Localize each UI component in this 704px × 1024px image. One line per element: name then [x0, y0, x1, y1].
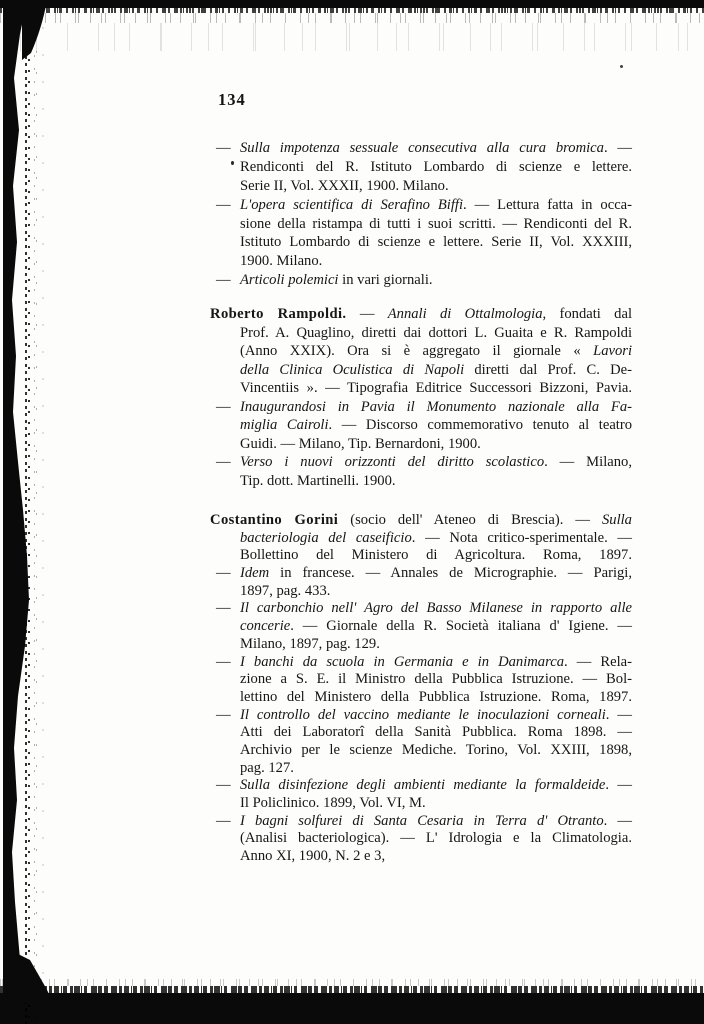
bibliography-entry: [216, 565, 632, 600]
entry-text: diretti dal Prof. C. De-: [464, 361, 632, 378]
bottom-scan-speckle: [0, 986, 704, 993]
bottom-scan-speckle-sparse: [0, 979, 704, 986]
entry-text: (socio dell' Ateneo di Brescia). —: [338, 512, 602, 528]
top-scan-bar: [0, 0, 704, 8]
bibliography-line: [216, 706, 633, 725]
work-title: Sulla disinfezione degli ambienti mediante la formaldeide: [240, 777, 606, 794]
work-title: Inaugurandosi in Pavia il Monumento nazionale alla Fa-: [240, 398, 632, 415]
entry-text: Serie II, Vol. XXXII, 1900. Milano.: [240, 177, 449, 194]
entry-dash-marker: —: [216, 196, 231, 213]
author-name: Roberto Rampoldi.: [210, 306, 347, 322]
bibliography-line: [240, 215, 632, 234]
work-title: I banchi da scuola in Germania e in Danimarca: [240, 653, 565, 670]
bibliography-line: [240, 618, 632, 636]
bibliography-line: [216, 777, 633, 795]
work-title: I bagni solfurei di Santa Cesaria in Terra d' Otranto: [240, 812, 604, 829]
bibliography-line: [216, 453, 632, 472]
author-name: Costantino Gorini: [210, 512, 339, 528]
left-dotted-column-faint: [42, 0, 44, 1024]
entry-text: (Analisi bacteriologica). — L' Idrologia e la Climatologia.: [240, 830, 632, 847]
bibliography-line: [240, 416, 632, 435]
bibliography-entry: [216, 196, 633, 272]
entry-dash-marker: —: [216, 653, 231, 670]
work-title: Sulla impotenza sessuale consecutiva alla cura bromica: [240, 140, 604, 156]
bibliography-line: [240, 583, 632, 601]
work-title: Sulla: [601, 512, 632, 528]
bibliography-line: [210, 512, 632, 530]
entry-text: 1897, pag. 433.: [240, 582, 331, 599]
entry-text: . —: [603, 812, 633, 829]
entry-text: , fondati dal: [542, 306, 632, 322]
entry-text: . —: [605, 706, 633, 723]
bibliography-line: [240, 689, 632, 707]
bibliography-line: [240, 342, 632, 361]
bibliography-line: [240, 530, 632, 548]
work-title: Lavori: [593, 343, 632, 359]
bibliography-line: [240, 742, 632, 760]
bibliography-line: [240, 795, 632, 813]
bibliography-line: [240, 472, 632, 491]
entry-text: . — Nota critico-sperimentale. —: [411, 529, 633, 546]
entry-dash-marker: —: [216, 706, 231, 723]
entry-text: —: [346, 306, 388, 322]
entry-text: zione a S. E. il Ministro della Pubblica Istruzione. — Bol-: [240, 671, 632, 688]
page-number: 134: [218, 90, 246, 109]
bibliography-line: [240, 233, 632, 252]
bibliography-section: [210, 305, 633, 490]
bibliography-entry: [216, 139, 633, 196]
work-title: bacteriologia del caseificio: [240, 529, 412, 546]
entry-text: . — Milano,: [544, 454, 632, 470]
work-title: L'opera scientifica di Serafino Biffi: [240, 196, 464, 213]
entry-text: Guidi. — Milano, Tip. Bernardoni, 1900.: [240, 435, 481, 452]
entry-text: pag. 127.: [240, 759, 294, 776]
bibliography-entry: [216, 453, 632, 490]
bibliography-line: [240, 724, 632, 742]
bibliography-line: [216, 139, 633, 158]
left-dotted-column-sparse: [34, 0, 37, 1024]
work-title: concerie: [240, 618, 291, 635]
top-scan-speckle-faint: [0, 23, 704, 51]
bibliography-line: [240, 379, 632, 398]
entry-text: in vari giornali.: [338, 272, 433, 289]
bibliography-line: [240, 547, 632, 565]
bibliography-section: [210, 512, 633, 866]
entry-dash-marker: —: [216, 565, 231, 582]
bibliography-line: [240, 324, 632, 343]
bibliography-line: [240, 177, 632, 196]
entry-text: . — Discorso commemorativo tenuto al teatro: [328, 417, 633, 433]
bibliography-line: [216, 196, 633, 215]
bibliography-entry: [210, 512, 633, 565]
bibliography-entry: [216, 777, 633, 812]
entry-text: Prof. A. Quaglino, diretti dai dottori L. Guaita e R. Rampoldi: [240, 324, 632, 341]
bibliography-entry: [216, 706, 633, 778]
bibliography-line: [240, 435, 632, 454]
margin-speck: [231, 161, 234, 165]
entry-text: Tip. dott. Martinelli. 1900.: [240, 472, 396, 489]
entry-text: Istituto Lombardo di scienze e lettere. Serie II, Vol. XXXIII,: [240, 234, 632, 251]
bibliography-entry: [216, 600, 632, 653]
bibliography-line: [216, 565, 632, 583]
bibliography-line: [240, 760, 632, 778]
bibliography-line: [216, 271, 632, 290]
upper-speck: [620, 65, 623, 68]
bibliography-entry: [216, 398, 633, 454]
bibliography-section: [216, 139, 633, 290]
bibliography-line: [216, 600, 632, 618]
work-title: Idem: [240, 565, 270, 582]
entry-text: . — Lettura fatta in occa-: [463, 196, 633, 213]
entry-text: lettino del Ministero della Pubblica Istruzione. Roma, 1897.: [240, 688, 632, 705]
bottom-left-corner-blob: [8, 950, 52, 1005]
bibliography-line: [216, 653, 632, 672]
entry-dash-marker: —: [216, 398, 231, 415]
entry-dash-marker: —: [216, 812, 231, 829]
bibliography-entry: [216, 653, 632, 707]
bibliography-entry: [210, 305, 632, 398]
entry-text: . —: [605, 777, 633, 794]
work-title: Articoli polemici: [240, 272, 339, 289]
entry-text: . — Giornale della R. Società italiana d' Igiene. —: [290, 618, 632, 635]
entry-dash-marker: —: [216, 272, 231, 289]
entry-text: Vincentiis ». — Tipografia Editrice Successori Bizzoni, Pavia.: [240, 380, 632, 396]
work-title: miglia Cairoli: [240, 417, 329, 433]
top-scan-speckle-sparse: [0, 13, 704, 23]
bibliography-line: [240, 830, 632, 848]
work-title: Annali di Ottalmologia: [387, 306, 543, 322]
work-title: Il carbonchio nell' Agro del Basso Milanese in rapporto alle: [240, 600, 632, 617]
bibliography-line: [216, 812, 633, 831]
bibliography-line: [216, 398, 632, 417]
entry-text: sione della ristampa di tutti i suoi scritti. — Rendiconti del R.: [240, 215, 632, 232]
entry-text: 1900. Milano.: [240, 253, 323, 270]
work-title: della Clinica Oculistica di Napoli: [240, 361, 465, 378]
work-title: Verso i nuovi orizzonti del diritto scolastico: [240, 454, 545, 470]
entry-text: . — Rela-: [564, 653, 632, 670]
work-title: Il controllo del vaccino mediante le inoculazioni corneali: [240, 706, 606, 723]
entry-dash-marker: —: [216, 777, 231, 794]
bibliography-line: [240, 361, 632, 380]
bottom-scan-band: [0, 993, 704, 1024]
top-scan-speckle: [0, 8, 704, 13]
entry-text: Atti dei Laboratorî della Sanità Pubblica. Roma 1898. —: [240, 724, 632, 741]
bibliography-line: [240, 671, 632, 689]
entry-text: Archivio per le scienze Mediche. Torino, Vol. XXIII, 1898,: [240, 741, 632, 758]
entry-text: (Anno XXIX). Ora si è aggregato il giornale «: [240, 343, 594, 359]
bibliography-entry: [216, 271, 632, 290]
entry-text: Anno XI, 1900, N. 2 e 3,: [240, 848, 386, 865]
entry-text: Bollettino del Ministero di Agricoltura. Roma, 1897.: [240, 547, 632, 564]
bibliography-line: [240, 636, 632, 654]
left-dotted-column: [25, 0, 30, 1024]
entry-dash-marker: —: [216, 454, 231, 470]
bibliography-line: [210, 305, 632, 324]
entry-text: . —: [603, 140, 633, 156]
bibliography-line: [240, 848, 632, 866]
entry-dash-marker: —: [216, 140, 231, 156]
bibliography-entry: [216, 812, 633, 866]
bibliography-line: [240, 252, 632, 271]
entry-dash-marker: —: [216, 600, 231, 617]
entry-text: Rendiconti del R. Istituto Lombardo di scienze e lettere.: [240, 158, 632, 175]
bibliography-line: [240, 158, 632, 177]
entry-text: in francese. — Annales de Micrographie. — Parigi,: [269, 565, 632, 582]
left-gutter-band: [3, 0, 29, 1024]
top-left-corner-blob: [22, 0, 47, 60]
entry-text: Milano, 1897, pag. 129.: [240, 635, 380, 652]
entry-text: Il Policlinico. 1899, Vol. VI, M.: [240, 795, 426, 811]
